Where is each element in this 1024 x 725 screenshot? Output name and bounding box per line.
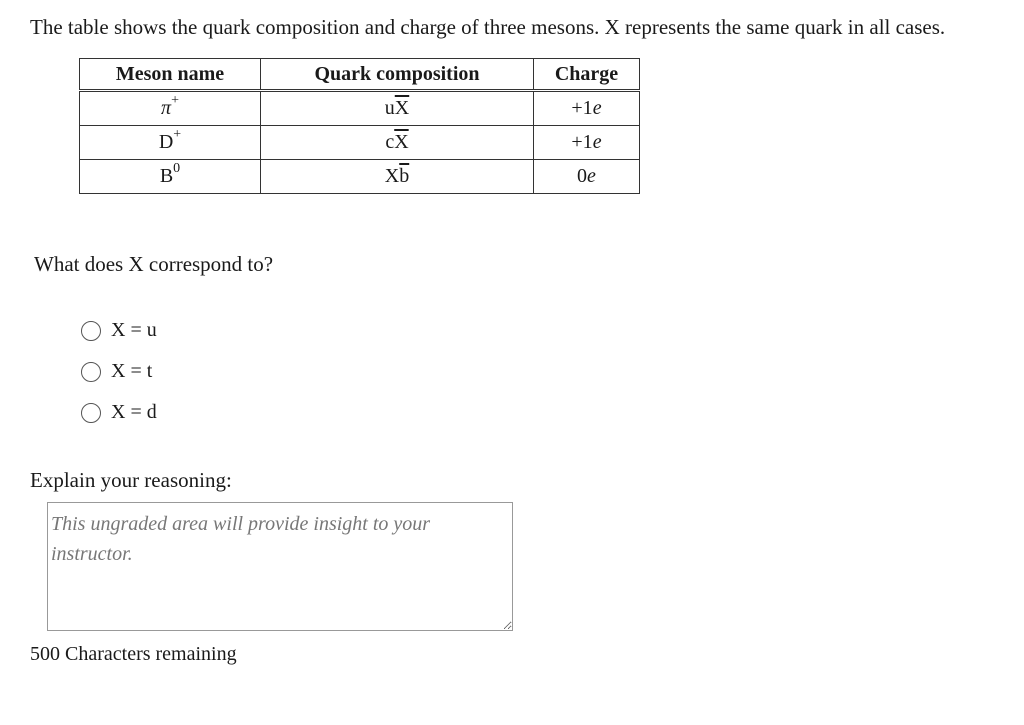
option-label: X = t [111, 360, 153, 382]
table-row [80, 160, 640, 194]
table-row [80, 126, 640, 160]
charge-cell: 0e [534, 160, 640, 194]
option-label: X = u [111, 319, 157, 341]
meson-table [79, 58, 640, 194]
charge-cell: +1e [534, 126, 640, 160]
radio-button[interactable] [81, 362, 101, 382]
quark-composition-cell: $X\overline{b}$ [261, 160, 534, 194]
charge-cell: +1e [534, 91, 640, 126]
radio-button[interactable] [81, 321, 101, 341]
radio-button[interactable] [81, 403, 101, 423]
question-prompt: What does X correspond to? [34, 252, 274, 276]
question-intro: The table shows the quark composition and charge of three mesons. X represents the same quark in all cases. [30, 15, 946, 39]
meson-name-cell: D+ [80, 126, 261, 160]
table-row [80, 91, 640, 126]
meson-name-cell: $B^0$ [80, 160, 261, 194]
answer-options [81, 310, 157, 433]
header-meson-name: Meson name [80, 59, 261, 91]
quark-composition-cell: $c\overline{X}$ [261, 126, 534, 160]
header-charge: Charge [534, 59, 640, 91]
reasoning-textarea[interactable] [47, 502, 513, 631]
characters-remaining: 500 Characters remaining [30, 643, 237, 665]
quark-composition-cell: $u\overline{X}$ [261, 91, 534, 126]
meson-name-cell: π+ [80, 91, 261, 126]
explain-label: Explain your reasoning: [30, 468, 232, 492]
header-quark-composition: Quark composition [261, 59, 534, 91]
option-x-equals-d[interactable] [81, 392, 157, 433]
table-header-row [80, 59, 640, 91]
option-x-equals-u[interactable] [81, 310, 157, 351]
option-x-equals-t[interactable] [81, 351, 157, 392]
option-label: X = d [111, 401, 157, 423]
